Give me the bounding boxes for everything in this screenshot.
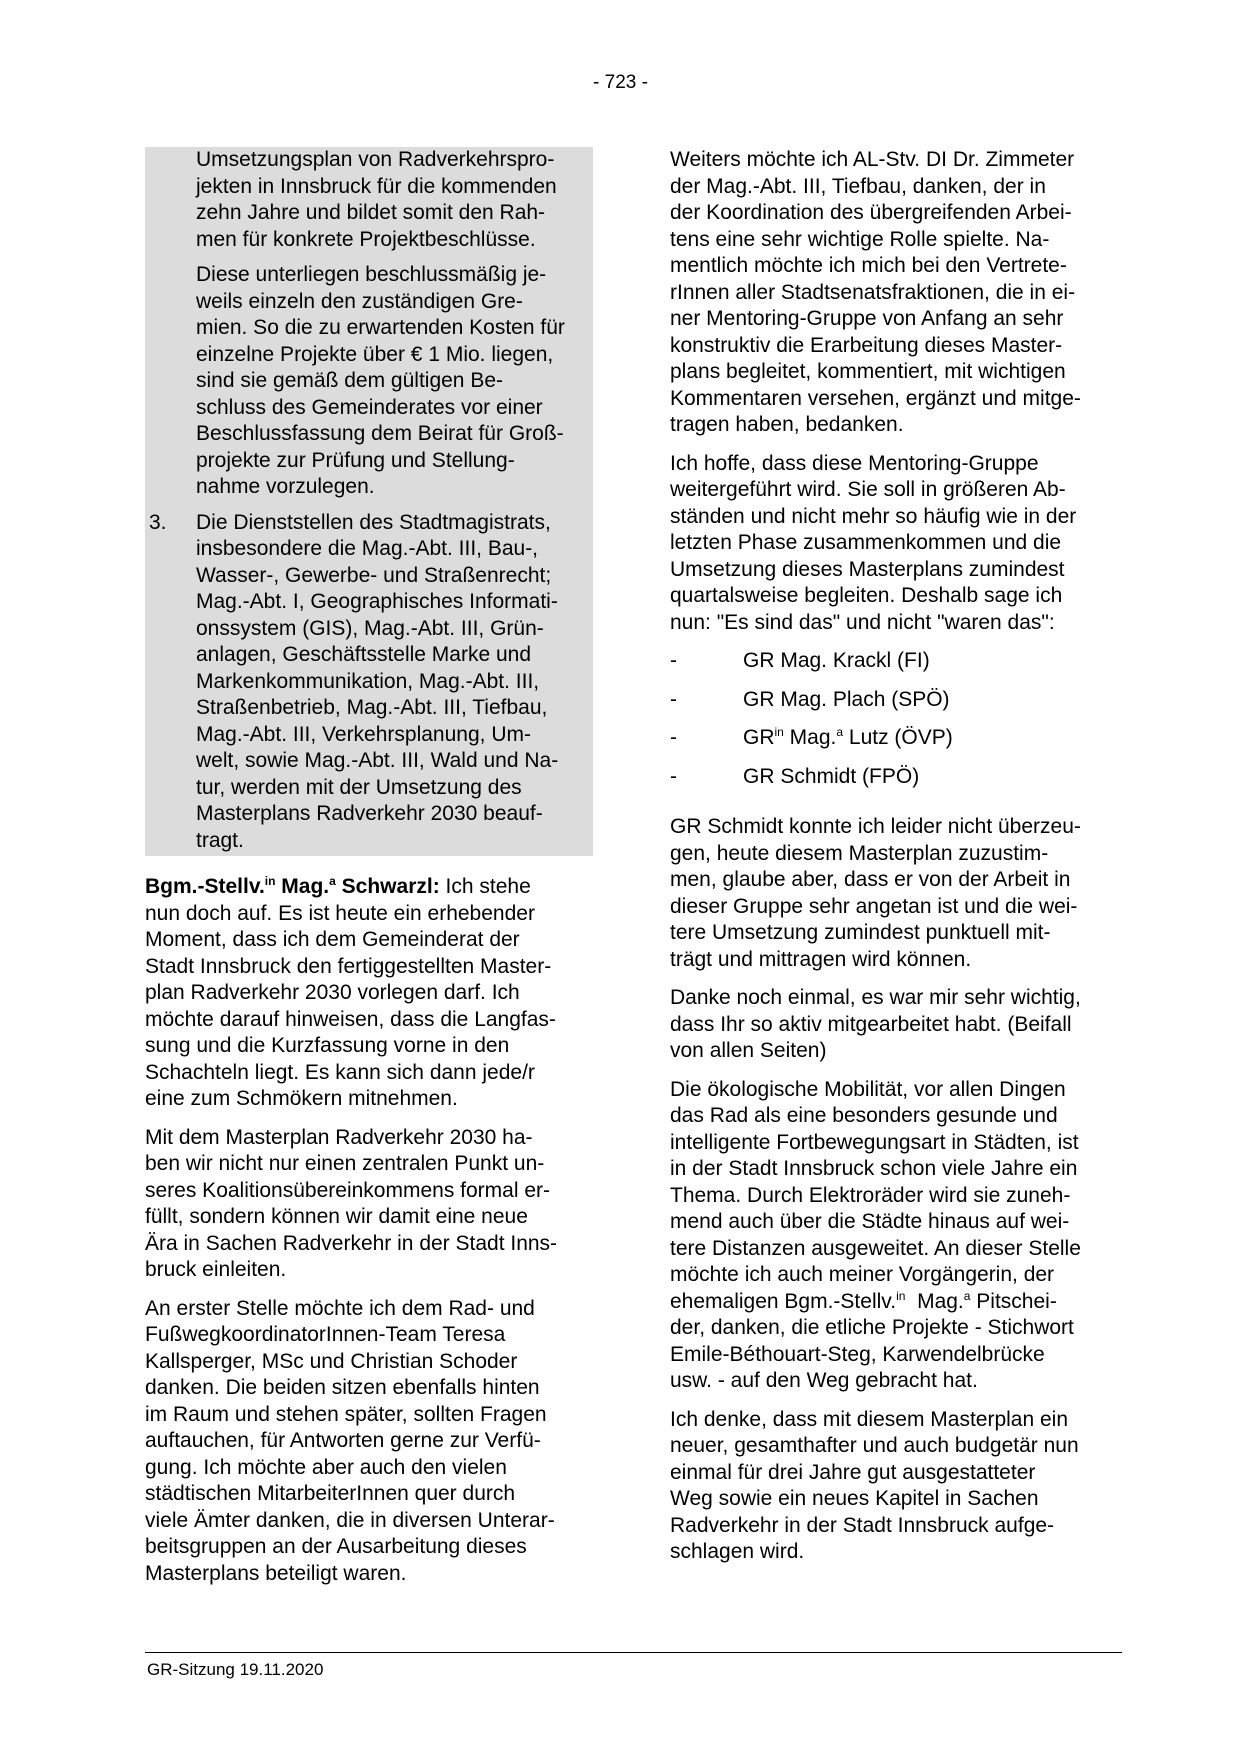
resolution-item-text: Die Dienststellen des Stadtmagistrats, insbesondere die Mag.-Abt. III, Bau-, Wasser-, Gewerbe- und Straßenrecht; Mag.-Abt. I, Geographisches Informati- onssystem (GIS), Mag.-Abt. III, Grün- anlagen, Geschäftsstelle Marke und Markenkommunikation, Mag.-Abt. III, Straßenbetrieb, Mag.-Abt. III, Tiefbau, Mag.-Abt. III, Verkehrsplanung, Um- welt, sowie Mag.-Abt. III, Wald und Na- tur, werden mit der Umsetzung des Masterplans Radverkehr 2030 beauf- tragt. [196, 510, 559, 852]
resolution-continuation: Umsetzungsplan von Radverkehrspro- jekten in Innsbruck für die kommenden zehn Jahre und bildet somit den Rah- men für konkrete Projektbeschlüsse. [196, 148, 557, 251]
list-item: - GR Schmidt (FPÖ) [670, 764, 920, 788]
speech-paragraph: Ich hoffe, dass diese Mentoring-Gruppe weitergeführt wird. Sie soll in größeren Ab- ständen und nicht mehr so häufig wie in der letzten Phase zusammenkommen und die Umsetzung dieses Masterplans zumindest quartalsweise begleiten. Deshalb sage ich nun: "Es sind das" und nicht "waren das": [670, 451, 1077, 634]
resolution-paragraph: Diese unterliegen beschlussmäßig je- weils einzeln den zuständigen Gre- mien. So die zu erwartenden Kosten für einzelne Projekte über € 1 Mio. liegen, sind sie gemäß dem gültigen Be- schluss des Gemeinderates vor einer Beschlussfassung dem Beirat für Groß- projekte zur Prüfung und Stellung- nahme vorzulegen. [196, 263, 565, 498]
speaker-label: Bgm.-Stellv.$^{in}$ Mag.$^a$ Schwarzl: [145, 874, 440, 898]
speech-paragraph: An erster Stelle möchte ich dem Rad- und FußwegkoordinatorInnen-Team Teresa Kallsperger, MSc und Christian Schoder danken. Die beiden sitzen ebenfalls hinten im Raum und stehen später, sollten Fragen auftauchen, für Antworten gerne zur Verfü- gung. Ich möchte aber auch den vielen städtischen MitarbeiterInnen quer durch viele Ämter danken, die in diversen Unterar- beitsgruppen an der Ausarbeitung dieses Masterplans beteiligt waren. [145, 1296, 555, 1585]
resolution-text-block [145, 147, 593, 856]
speech-paragraph: Danke noch einmal, es war mir sehr wichtig, dass Ihr so aktiv mitgearbeitet habt. (Beifall von allen Seiten) [670, 986, 1081, 1062]
mentoring-group-list [670, 648, 1118, 802]
resolution-item-number: 3. [149, 510, 167, 534]
list-item: - $GR^{in}$ Mag.$^a$ Lutz (ÖVP) [670, 725, 953, 749]
speech-paragraph: Weiters möchte ich AL-Stv. DI Dr. Zimmeter der Mag.-Abt. III, Tiefbau, danken, der in der Koordination des übergreifenden Arbei- tens eine sehr wichtige Rolle spielte. Na- mentlich möchte ich mich bei den Vertrete- rInnen aller Stadtsenatsfraktionen, die in ei- ner Mentoring-Gruppe von Anfang an sehr konstruktiv die Erarbeitung dieses Master- plans begleitet, kommentiert, mit wichtigen Kommentaren versehen, ergänzt und mitge- tragen haben, bedanken. [670, 148, 1081, 436]
list-item: - GR Mag. Plach (SPÖ) [670, 687, 950, 711]
footer-session-date: GR-Sitzung 19.11.2020 [147, 1660, 324, 1679]
left-column [145, 147, 593, 1599]
speech-paragraph: Die ökologische Mobilität, vor allen Dingen das Rad als eine besonders gesunde und intelligente Fortbewegungsart in Städten, ist in der Stadt Innsbruck schon viele Jahre ein Thema. Durch Elektroräder wird sie zuneh- mend auch über die Städte hinaus auf wei- tere Distanzen ausgeweitet. An dieser Stelle möchte ich auch meiner Vorgängerin, der ehemaligen Bgm.-Stellv.$^{in}$ Mag.$^a$ Pitschei- der, danken, die etliche Projekte - Stichwort Emile-Béthouart-Steg, Karwendelbrücke usw. - auf den Weg gebracht hat. [670, 1077, 1081, 1392]
right-column [670, 147, 1118, 1578]
page-number: - 723 - [593, 72, 648, 93]
list-item: - GR Mag. Krackl (FI) [670, 649, 930, 672]
speech-paragraph: GR Schmidt konnte ich leider nicht überzeu- gen, heute diesem Masterplan zuzustim- men, glaube aber, dass er von der Arbeit in dieser Gruppe sehr angetan ist und die wei- tere Umsetzung zumindest punktuell mit- trägt und mittragen wird können. [670, 815, 1081, 971]
speech-paragraph: Bgm.-Stellv.$^{in}$ Mag.$^a$ Schwarzl: Ich stehe nun doch auf. Es ist heute ein erhebender Moment, dass ich dem Gemeinderat der Stadt Innsbruck den fertiggestellten Master- plan Radverkehr 2030 vorlegen darf. Ich möchte darauf hinweisen, dass die Langfas- sung und die Kurzfassung vorne in den Schachteln liegt. Es kann sich dann jede/r eine zum Schmökern mitnehmen. [145, 874, 556, 1110]
footer-divider [145, 1652, 1122, 1653]
speech-paragraph: Mit dem Masterplan Radverkehr 2030 ha- ben wir nicht nur einen zentralen Punkt un- seres Koalitionsübereinkommens formal er- füllt, sondern können wir damit eine neue Ära in Sachen Radverkehr in der Stadt Inns- bruck einleiten. [145, 1125, 558, 1281]
speech-paragraph: Ich denke, dass mit diesem Masterplan ein neuer, gesamthafter und auch budgetär nun einmal für drei Jahre gut ausgestatteter Weg sowie ein neues Kapitel in Sachen Radverkehr in der Stadt Innsbruck aufge- schlagen wird. [670, 1407, 1079, 1563]
